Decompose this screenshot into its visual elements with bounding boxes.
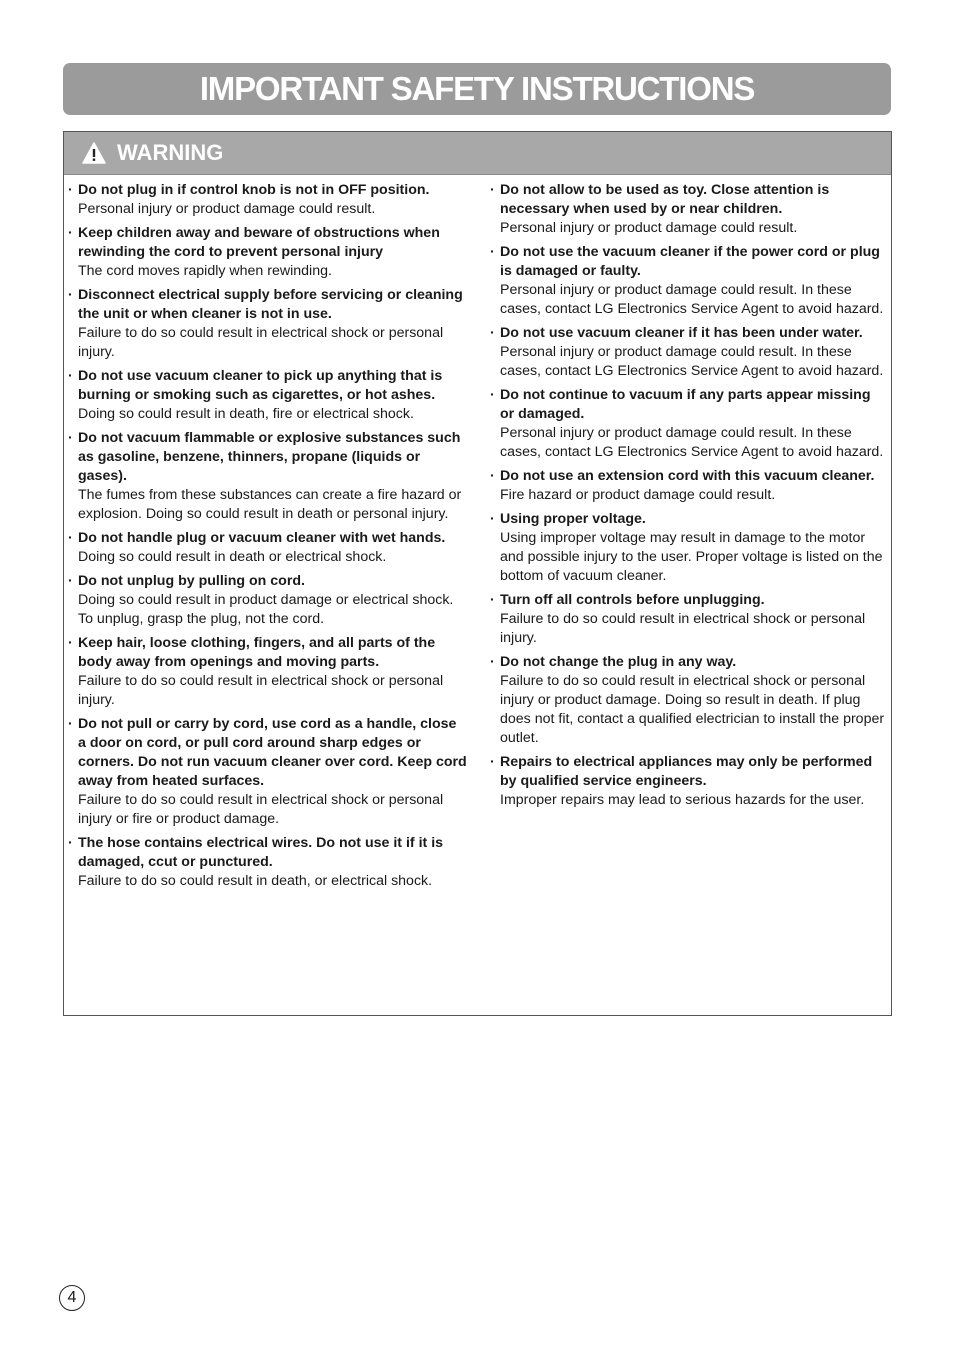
list-item [68, 367, 468, 424]
item-desc: Failure to do so could result in electrical shock or personal injury. [500, 611, 866, 646]
bullet: · [490, 654, 495, 670]
item-title: Turn off all controls before unplugging. [500, 592, 765, 608]
bullet: · [490, 511, 495, 527]
bullet: · [490, 592, 495, 608]
item-title: Do not plug in if control knob is not in OFF position. [78, 182, 430, 198]
bullet: · [490, 754, 495, 770]
page-number: 4 [59, 1285, 85, 1311]
bullet: · [68, 182, 73, 198]
bullet: · [68, 368, 73, 384]
item-desc: Failure to do so could result in electrical shock or personal injury. [78, 325, 444, 360]
list-item [490, 324, 886, 381]
list-item [68, 715, 468, 829]
item-desc: Personal injury or product damage could result. [78, 201, 376, 217]
bullet: · [68, 287, 73, 303]
item-desc: Fire hazard or product damage could result. [500, 487, 776, 503]
list-item [68, 181, 468, 219]
item-desc: Failure to do so could result in death, or electrical shock. [78, 873, 433, 889]
list-item [68, 634, 468, 710]
list-item [490, 181, 886, 238]
list-item [490, 753, 886, 810]
list-item [490, 653, 886, 748]
bullet: · [68, 835, 73, 851]
item-title: Disconnect electrical supply before servicing or cleaning the unit or when cleaner is not in use. [78, 287, 463, 322]
bullet: · [490, 468, 495, 484]
item-title: Do not continue to vacuum if any parts appear missing or damaged. [500, 387, 871, 422]
item-title: Do not allow to be used as toy. Close attention is necessary when used by or near children. [500, 182, 830, 217]
item-desc: Personal injury or product damage could result. In these cases, contact LG Electronics Service Agent to avoid hazard. [500, 344, 884, 379]
left-column [68, 181, 468, 896]
item-title: Using proper voltage. [500, 511, 646, 527]
item-desc: Failure to do so could result in electrical shock or personal injury. [78, 673, 444, 708]
item-title: Do not use vacuum cleaner if it has been under water. [500, 325, 863, 341]
list-item [68, 572, 468, 629]
item-desc: Personal injury or product damage could result. In these cases, contact LG Electronics Service Agent to avoid hazard. [500, 425, 884, 460]
list-item [68, 429, 468, 524]
list-item [490, 386, 886, 462]
bullet: · [490, 387, 495, 403]
list-item [490, 243, 886, 319]
item-title: Repairs to electrical appliances may only be performed by qualified service engineers. [500, 754, 873, 789]
list-item [68, 834, 468, 891]
bullet: · [68, 430, 73, 446]
bullet: · [490, 244, 495, 260]
item-desc: Failure to do so could result in electrical shock or personal injury or product damage. Doing so result in death. If plug does not fit, contact a qualified electrician to install the proper outlet. [500, 673, 885, 746]
bullet: · [490, 325, 495, 341]
item-title: Keep children away and beware of obstructions when rewinding the cord to prevent personal injury [78, 225, 440, 260]
list-item [68, 286, 468, 362]
warning-box [63, 131, 892, 1016]
list-item [490, 467, 886, 505]
item-title: Keep hair, loose clothing, fingers, and all parts of the body away from openings and moving parts. [78, 635, 436, 670]
bullet: · [68, 635, 73, 651]
bullet: · [68, 225, 73, 241]
bullet: · [68, 716, 73, 732]
item-title: Do not use the vacuum cleaner if the power cord or plug is damaged or faulty. [500, 244, 880, 279]
warning-triangle-icon [82, 142, 106, 164]
page-title-bar [63, 63, 891, 115]
item-desc: Improper repairs may lead to serious hazards for the user. [500, 792, 865, 808]
page-title: IMPORTANT SAFETY INSTRUCTIONS [199, 70, 755, 107]
right-column [490, 181, 886, 815]
warning-title: WARNING [117, 140, 224, 165]
bullet: · [68, 573, 73, 589]
item-desc: Doing so could result in death or electrical shock. [78, 549, 387, 565]
item-desc: Personal injury or product damage could result. In these cases, contact LG Electronics Service Agent to avoid hazard. [500, 282, 884, 317]
bullet: · [490, 182, 495, 198]
item-desc: Doing so could result in death, fire or electrical shock. [78, 406, 414, 422]
warning-header [64, 132, 891, 175]
item-title: Do not change the plug in any way. [500, 654, 737, 670]
item-desc: Failure to do so could result in electrical shock or personal injury or fire or product damage. [78, 792, 444, 827]
item-title: Do not use vacuum cleaner to pick up anything that is burning or smoking such as cigarettes, or hot ashes. [78, 368, 443, 403]
item-title: Do not handle plug or vacuum cleaner with wet hands. [78, 530, 446, 546]
item-desc: The cord moves rapidly when rewinding. [78, 263, 332, 279]
item-desc: Using improper voltage may result in damage to the motor and possible injury to the user. Proper voltage is listed on the bottom of vacuum cleaner. [500, 530, 883, 584]
item-desc: Doing so could result in product damage or electrical shock. To unplug, grasp the plug, not the cord. [78, 592, 454, 627]
item-title: Do not use an extension cord with this vacuum cleaner. [500, 468, 875, 484]
list-item [490, 591, 886, 648]
item-desc: The fumes from these substances can create a fire hazard or explosion. Doing so could result in death or personal injury. [78, 487, 462, 522]
list-item [68, 224, 468, 281]
item-title: Do not pull or carry by cord, use cord as a handle, close a door on cord, or pull cord around sharp edges or corners. Do not run vacuum cleaner over cord. Keep cord away from heated surfaces. [78, 716, 467, 789]
bullet: · [68, 530, 73, 546]
item-title: Do not unplug by pulling on cord. [78, 573, 305, 589]
item-desc: Personal injury or product damage could result. [500, 220, 798, 236]
item-title: The hose contains electrical wires. Do not use it if it is damaged, ccut or punctured. [78, 835, 444, 870]
list-item [490, 510, 886, 586]
item-title: Do not vacuum flammable or explosive substances such as gasoline, benzene, thinners, propane (liquids or gases). [78, 430, 461, 484]
list-item [68, 529, 468, 567]
